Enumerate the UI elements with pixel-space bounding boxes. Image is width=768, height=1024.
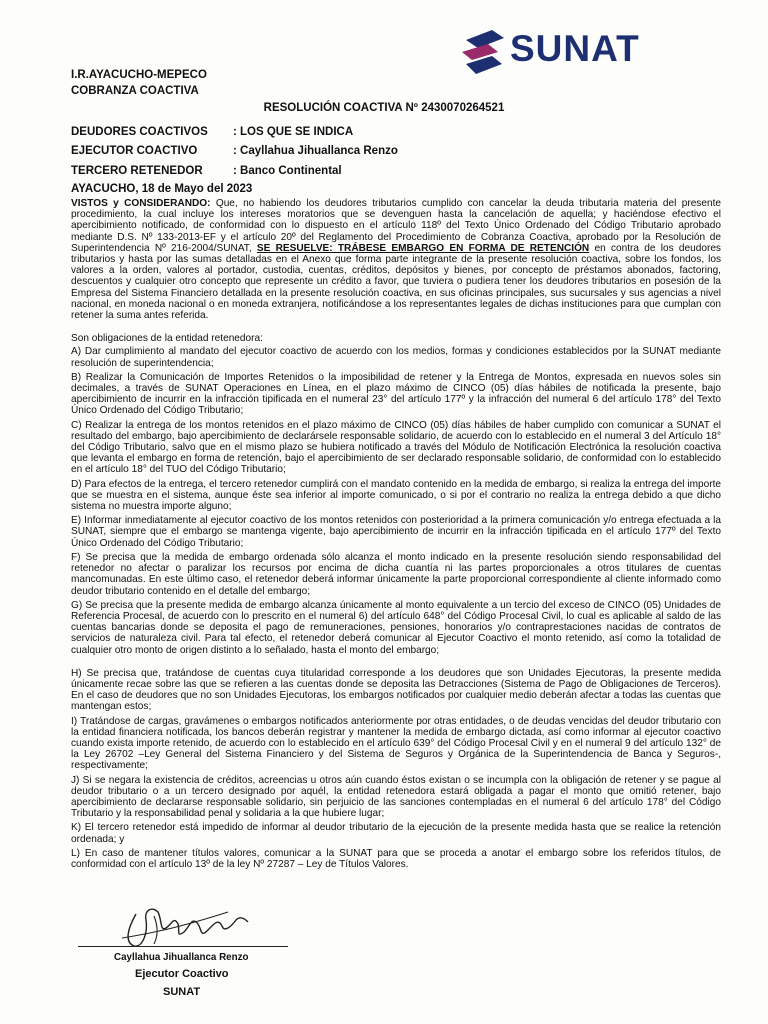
field-label: EJECUTOR COACTIVO [71, 145, 198, 157]
resuelve-label: SE RESUELVE: TRÁBESE EMBARGO EN FORMA DE RETENCIÓN [256, 242, 590, 254]
obligation-item-h: H) Se precisa que, tratándose de cuentas cuya titularidad corresponde a los deudores que son Unidades Ejecutoras, la presente medida únicamente recae sobre las que se refieren a las cuentas donde se deposita las Detracciones (Sistema de Pago de Obligaciones de Terceros). En el caso de deudores que no son Unidades Ejecutoras, los embargos notificados por cualquier medio deberán afectar a todas las cuentas que mantengan estos; [71, 667, 721, 713]
department-name: COBRANZA COACTIVA [71, 85, 199, 97]
resolution-title: RESOLUCIÓN COACTIVA Nº 2430070264521 [263, 102, 505, 114]
signer-role: Ejecutor Coactivo [135, 968, 229, 980]
obligation-item-e: E) Informar inmediatamente al ejecutor coactivo de los montos retenidos con posterioridad a la primera comunicación y/o entrega efectuada a la SUNAT, siempre que el embargo se mantenga vigente, bajo apercibimiento de incurrir en la infracción tipificada en el artículo 177º del Texto Único Ordenado del Código Tributario; [71, 515, 721, 549]
vistos-label: VISTOS y CONSIDERANDO: [71, 198, 211, 209]
field-value: : Banco Continental [233, 165, 342, 177]
signer-org: SUNAT [163, 986, 201, 998]
signer-name: Cayllahua Jihuallanca Renzo [114, 952, 249, 963]
obligation-item-a: A) Dar cumplimiento al mandato del ejecutor coactivo de acuerdo con los medios, formas y condiciones establecidos por la SUNAT mediante resolución de superintendencia; [71, 346, 721, 369]
signature-line [78, 946, 288, 947]
obligation-item-d: D) Para efectos de la entrega, el tercero retenedor cumplirá con el mandato contenido en la medida de embargo, si realiza la entrega del importe que se muestra en el sistema, aunque éste sea inferior al importe comunicado, o si por el contrario no realiza la entrega debido a que dicho sistema no muestra importe alguno; [71, 478, 721, 513]
obligation-item-i: I) Tratándose de cargas, gravámenes o embargos notificados anteriormente por otras entidades, o de deudas vencidas del deudor tributario con la entidad financiera notificada, los bancos deberán registrar y mantener la medida de embargo dictada, así como informar al ejecutor coactivo cuando exista importe retenido, de acuerdo con lo establecido en el artículo 639° del Código Procesal Civil y en el numeral 9 del artículo 132° de la Ley 26702 –Ley General del Sistema Financiero y del Sistema de Seguros y Orgánica de la Superintendencia de Banca y Seguros-, respectivamente; [71, 715, 721, 772]
field-ejecutor [71, 145, 398, 157]
office-name: I.R.AYACUCHO-MEPECO [71, 69, 207, 81]
obligation-item-b: B) Realizar la Comunicación de Importes Retenidos o la imposibilidad de retener y la Entrega de Montos, expresada en nuevos soles sin decimales, a través de SUNAT Operaciones en Línea, en el plazo máximo de CINCO (05) días hábiles de notificada la presente, bajo apercibimiento de incurrir en la infracción tipificada en el numeral 23° del artículo 177º y la infracción del numeral 6 del artículo 178° del Texto Único Ordenado del Código Tributario; [71, 371, 721, 417]
obligation-item-j: J) Si se negara la existencia de créditos, acreencias u otros aún cuando éstos existan o se incumpla con la obligación de retener y se pague al deudor tributario o a un tercero designado por aquél, la entidad retenedora estará obligada a pagar el monto que omitió retener, bajo apercibimiento de declararse responsable solidario, sin perjuicio de las sanciones contempladas en el numeral 6 del artículo 178° del Código Tributario y la responsabilidad penal y solidaria a la que hubiere lugar; [71, 774, 721, 820]
resolution-body [71, 198, 721, 873]
field-tercero [71, 165, 342, 177]
place-date: AYACUCHO, 18 de Mayo del 2023 [71, 183, 253, 195]
field-deudores [71, 126, 353, 138]
obligation-item-f: F) Se precisa que la medida de embargo ordenada sólo alcanza el monto indicado en la presente resolución siendo responsabilidad del retenedor no afectar o paralizar los recursos por encima de dicha cuantía ni las partes proporcionales a otros titulares de cuentas mancomunadas. En este último caso, el retenedor deberá informar únicamente la parte proporcional correspondiente al cliente informado como deudor tributario contenido en el detalle del embargo; [71, 551, 721, 597]
obligations-intro: Son obligaciones de la entidad retenedora: [71, 333, 263, 345]
vistos-paragraph: VISTOS y CONSIDERANDO: Que, no habiendo los deudores tributarios cumplido con cancelar la deuda tributaria materia del presente procedimiento, la cual incluye los intereses moratorios que se devenguen hasta la cancelación de aquella; y haciéndose efectivo el apercibimiento notificado, de conformidad con lo dispuesto en el artículo 118º del Texto Único Ordenado del Código Tributario aprobado mediante D.S. Nº 133-2013-EF y el artículo 20º del Reglamento del Procedimiento de Cobranza Coactiva, aprobado por la Resolución de Superintendencia Nº 216-2004/SUNAT, SE RESUELVE: TRÁBESE EMBARGO EN FORMA DE RETENCIÓN en contra de los deudores tributarios y hasta por las sumas detalladas en el Anexo que forma parte integrante de la presente resolución coactiva, sobre los fondos, los valores a la orden, valores al portador, custodia, cuentas, créditos, depósitos y bienes, por concepto de préstamos abonados, factoring, descuentos y cualquier otro concepto que represente un crédito a favor, que tuviera o pudiera tener los deudores tributarios en posesión de la Empresa del Sistema Financiero detallada en la presente resolución coactiva, en sus oficinas principales, sus sucursales y sus agencias a nivel nacional, en moneda nacional o en moneda extranjera, notificándose a los representantes legales de dichas instituciones para que cumplan con retener la suma antes referida. [71, 198, 722, 322]
field-label: TERCERO RETENEDOR [71, 165, 203, 177]
field-value: : Cayllahua Jihuallanca Renzo [233, 145, 398, 157]
obligation-item-l: L) En caso de mantener títulos valores, comunicar a la SUNAT para que se proceda a anotar el embargo sobre los referidos títulos, de conformidad con el artículo 13º de la ley Nº 27287 – Ley de Títulos Valores. [71, 847, 721, 870]
obligation-item-k: K) El tercero retenedor está impedido de informar al deudor tributario de la ejecución de la presente medida hasta que se realice la retención ordenada; y [71, 822, 721, 845]
field-value: : LOS QUE SE INDICA [233, 126, 354, 138]
sunat-logo [458, 26, 658, 78]
obligation-item-g: G) Se precisa que la presente medida de embargo alcanza únicamente al monto equivalente a un tercio del exceso de CINCO (05) Unidades de Referencia Procesal, de acuerdo con lo prescrito en el numeral 6) del artículo 648° del Código Procesal Civil, lo cual es aplicable al saldo de las cuentas bancarias donde se deposita el pago de remuneraciones, pensiones, honorarios y/o contraprestaciones nacidas de contratos de servicios de naturaleza civil. Para tal efecto, el retenedor deberá comunicar al Ejecutor Coactivo el monto retenido, así como la totalidad de cualquier otro monto de origen distinto a lo señalado, hasta el monto del embargo; [71, 599, 721, 656]
obligation-item-c: C) Realizar la entrega de los montos retenidos en el plazo máximo de CINCO (05) días hábiles de haber cumplido con comunicar a SUNAT el resultado del embargo, bajo apercibimiento de declarársele responsable solidario, de acuerdo con lo establecido en el numeral 3 del Artículo 18° del Código Tributario, salvo que en el mismo plazo se hubiera notificado a través del Módulo de Notificación Electrónica la resolución coactiva que levanta el embargo en forma de retención, bajo el apercibimiento de ser declarado responsable solidario, de conformidad con lo establecido en el artículo 18° del TUO del Código Tributario; [71, 419, 721, 476]
sunat-emblem-icon [458, 26, 508, 78]
field-label: DEUDORES COACTIVOS [71, 126, 208, 138]
logo-wordmark: SUNAT [510, 28, 640, 69]
